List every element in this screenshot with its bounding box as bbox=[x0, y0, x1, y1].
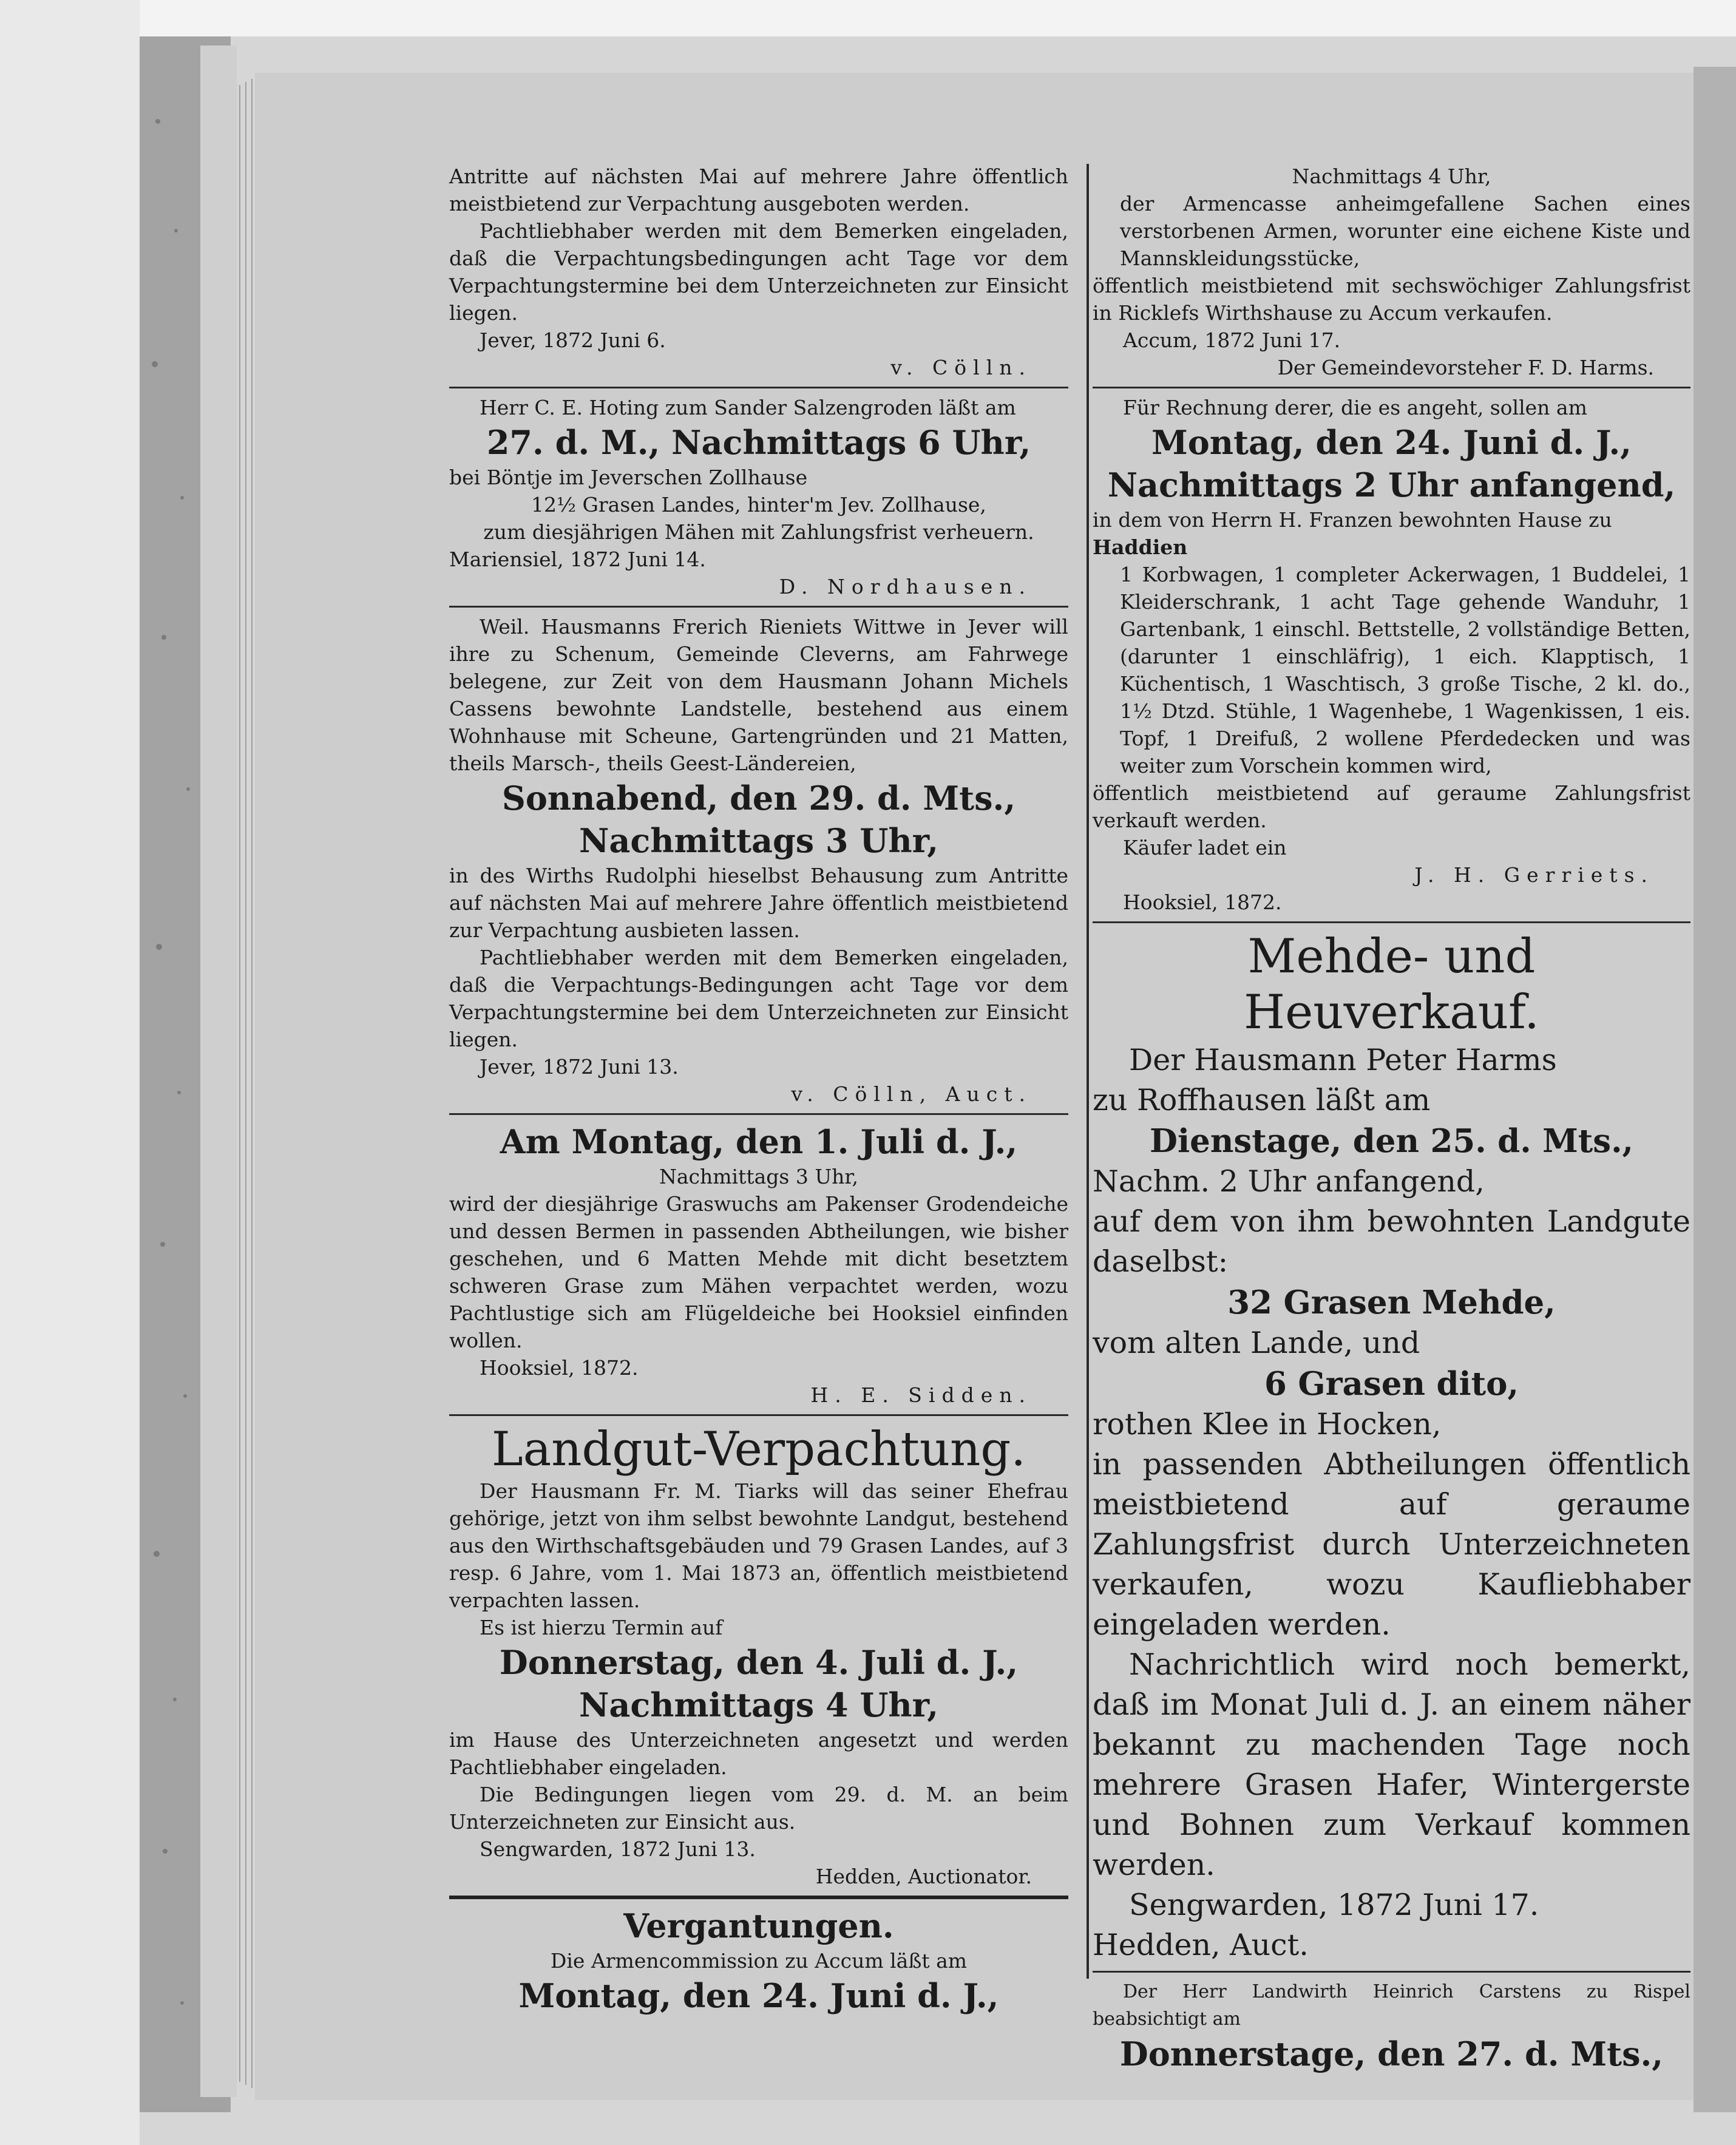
ad-time: Nachm. 2 Uhr anfangend, bbox=[1093, 1164, 1485, 1199]
ad-body: Der Hausmann Peter Harms bbox=[1129, 1043, 1557, 1077]
ad-place-date: Hooksiel, 1872. bbox=[1123, 890, 1282, 914]
ad-time: Nachmittags 3 Uhr, bbox=[659, 1165, 859, 1188]
ad-body: wird der diesjährige Graswuchs am Pakenser Grodendeiche und dessen Bermen in passenden Abtheilungen, wie bisher geschehen, und 6 Matten Mehde mit dicht besetztem schweren Grase zum Mähen verpachtet werden, wozu Pachtlustige sich am Flügeldeiche bei Hooksiel einfinden wollen. bbox=[449, 1192, 1068, 1352]
divider bbox=[1093, 387, 1690, 388]
ad-place-date: Accum, 1872 Juni 17. bbox=[1123, 328, 1341, 352]
ad-date-heading: Montag, den 24. Juni d. J., bbox=[1151, 423, 1632, 462]
ad-left-6 bbox=[449, 1905, 1068, 2017]
ad-body: Antritte auf nächsten Mai auf mehrere Jahre öffentlich meistbietend zur Verpachtung ausgeboten werden. bbox=[449, 164, 1068, 215]
left-column bbox=[449, 163, 1068, 2017]
ad-date-heading: 27. d. M., Nachmittags 6 Uhr, bbox=[486, 423, 1031, 462]
ad-body: öffentlich meistbietend auf geraume Zahlungsfrist verkauft werden. bbox=[1093, 781, 1690, 832]
ad-left-2 bbox=[449, 394, 1068, 600]
ad-signature: v. Cölln, Auct. bbox=[791, 1082, 1032, 1106]
ad-left-4 bbox=[449, 1120, 1068, 1409]
ad-time: Nachmittags 4 Uhr, bbox=[1292, 164, 1491, 188]
ad-date-heading: Am Montag, den 1. Juli d. J., bbox=[500, 1122, 1018, 1161]
ad-body: Es ist hierzu Termin auf bbox=[480, 1616, 723, 1639]
ad-right-2 bbox=[1093, 394, 1690, 916]
divider bbox=[449, 1414, 1068, 1416]
ad-body: zu Roffhausen läßt am bbox=[1093, 1083, 1431, 1117]
ad-body: bei Böntje im Jeverschen Zollhause bbox=[449, 466, 808, 489]
ad-signature: J. H. Gerriets. bbox=[1414, 863, 1654, 887]
ad-body: Käufer ladet ein bbox=[1123, 836, 1287, 859]
divider bbox=[449, 1896, 1068, 1899]
ad-body: Die Bedingungen liegen vom 29. d. M. an beim Unterzeichneten zur Einsicht aus. bbox=[449, 1783, 1068, 1834]
ad-body: in passenden Abtheilungen öffentlich meistbietend auf geraume Zahlungsfrist durch Unterzeichneten verkaufen, wozu Kaufliebhaber eingeladen werden. bbox=[1093, 1447, 1690, 1642]
ad-place-date: Sengwarden, 1872 Juni 13. bbox=[480, 1837, 756, 1861]
ad-body: 12½ Grasen Landes, hinter'm Jev. Zollhause, bbox=[531, 493, 986, 517]
ad-right-3 bbox=[1093, 929, 1690, 1965]
ad-right-1 bbox=[1093, 163, 1690, 381]
ad-signature: Hedden, Auctionator. bbox=[815, 1865, 1032, 1888]
ad-signature: Hedden, Auct. bbox=[1093, 1928, 1309, 1962]
ad-date-heading: Montag, den 24. Juni d. J., bbox=[518, 1976, 999, 2015]
ad-left-5 bbox=[449, 1422, 1068, 1890]
right-column bbox=[1093, 163, 1690, 2075]
ad-intro: Der Herr Landwirth Heinrich Carstens zu Rispel beabsichtigt am bbox=[1093, 1981, 1690, 2030]
ad-intro: Weil. Hausmanns Frerich Rieniets Wittwe in Jever will ihre zu Schenum, Gemeinde Cleverns, am Fahrwege belegene, zur Zeit von dem Hausmann Johann Michels Cassens bewohnte Landstelle, bestehend aus einem Wohnhause mit Scheune, Gartengründen und 21 Matten, theils Marsch-, theils Geest-Ländereien, bbox=[449, 615, 1068, 775]
ad-item-detail: vom alten Lande, und bbox=[1093, 1326, 1420, 1360]
ad-place-date: Mariensiel, 1872 Juni 14. bbox=[449, 547, 706, 571]
ad-date-heading: Donnerstage, den 27. d. Mts., bbox=[1119, 2035, 1664, 2073]
ad-body: Pachtliebhaber werden mit dem Bemerken eingeladen, daß die Verpachtungsbedingungen acht Tage vor dem Verpachtungstermine bei dem Unterzeichneten zur Einsicht liegen. bbox=[449, 219, 1068, 325]
ad-item-detail: rothen Klee in Hocken, bbox=[1093, 1407, 1442, 1442]
ad-body: öffentlich meistbietend mit sechswöchiger Zahlungsfrist in Ricklefs Wirthshause zu Accum verkaufen. bbox=[1093, 274, 1690, 325]
ad-item-list: 1 Korbwagen, 1 completer Ackerwagen, 1 Buddelei, 1 Kleiderschrank, 1 acht Tage gehende Wanduhr, 1 Gartenbank, 1 einschl. Bettstelle, 2 vollständige Betten, (darunter 1 einschläfrig), 1 eich. Klapptisch, 1 Küchentisch, 1 Waschtisch, 3 große Tische, 2 kl. do., 1½ Dtzd. Stühle, 1 Wagenhebe, 1 Wagenkissen, 1 eis. Topf, 1 Dreifuß, 2 wollene Pferdedecken und was weiter zum Vorschein kommen wird, bbox=[1120, 563, 1690, 778]
ad-signature: H. E. Sidden. bbox=[810, 1383, 1032, 1407]
ad-title: Mehde- und Heuverkauf. bbox=[1244, 929, 1539, 1040]
ad-date-heading: Sonnabend, den 29. d. Mts., bbox=[501, 779, 1016, 818]
divider bbox=[449, 387, 1068, 388]
ad-signature: Der Gemeindevorsteher F. D. Harms. bbox=[1277, 356, 1654, 379]
ad-left-1 bbox=[449, 163, 1068, 381]
ad-body: Der Hausmann Fr. M. Tiarks will das seiner Ehefrau gehörige, jetzt von ihm selbst bewohnte Landgut, bestehend aus den Wirthschaftsgebäuden und 79 Grasen Landes, auf 3 resp. 6 Jahre, vom 1. Mai 1873 an, öffentlich meistbietend verpachten lassen. bbox=[449, 1479, 1068, 1612]
ad-body: im Hause des Unterzeichneten angesetzt und werden Pachtliebhaber eingeladen. bbox=[449, 1728, 1068, 1779]
ad-body: der Armencasse anheimgefallene Sachen eines verstorbenen Armen, worunter eine eichene Kiste und Mannskleidungsstücke, bbox=[1120, 192, 1690, 270]
ad-right-4 bbox=[1093, 1978, 1690, 2075]
ad-intro: Die Armencommission zu Accum läßt am bbox=[550, 1949, 968, 1973]
ad-intro: Herr C. E. Hoting zum Sander Salzengroden läßt am bbox=[480, 396, 1016, 419]
ad-body: zum diesjährigen Mähen mit Zahlungsfrist verheuern. bbox=[483, 520, 1034, 544]
divider bbox=[449, 1113, 1068, 1115]
ad-title: Landgut-Verpachtung. bbox=[491, 1422, 1026, 1477]
ad-date-heading: Dienstage, den 25. d. Mts., bbox=[1150, 1122, 1633, 1160]
ad-date-heading: Donnerstag, den 4. Juli d. J., bbox=[499, 1643, 1019, 1682]
ad-place-date: Sengwarden, 1872 Juni 17. bbox=[1129, 1888, 1539, 1922]
ad-body: Nachrichtlich wird noch bemerkt, daß im Monat Juli d. J. an einem näher bekannt zu machenden Tage noch mehrere Grasen Hafer, Wintergerste und Bohnen zum Verkauf kommen werden. bbox=[1093, 1647, 1690, 1882]
ad-time-heading: Nachmittags 3 Uhr, bbox=[578, 821, 939, 860]
divider bbox=[449, 606, 1068, 608]
ad-location: Haddien bbox=[1093, 535, 1188, 559]
ad-body: Pachtliebhaber werden mit dem Bemerken eingeladen, daß die Verpachtungs-Bedingungen acht Tage vor dem Verpachtungstermine bei dem Unterzeichneten zur Einsicht liegen. bbox=[449, 946, 1068, 1051]
ad-place-date: Hooksiel, 1872. bbox=[480, 1356, 639, 1380]
ad-left-3 bbox=[449, 613, 1068, 1108]
ad-body: in dem von Herrn H. Franzen bewohnten Hause zu bbox=[1093, 508, 1612, 532]
divider bbox=[1093, 921, 1690, 923]
divider bbox=[1093, 1971, 1690, 1973]
ad-place-date: Jever, 1872 Juni 6. bbox=[480, 328, 666, 352]
ad-body: in des Wirths Rudolphi hieselbst Behausung zum Antritte auf nächsten Mai auf mehrere Jahre öffentlich meistbietend zur Verpachtung ausbieten lassen. bbox=[449, 864, 1068, 942]
ad-item-heading: 32 Grasen Mehde, bbox=[1227, 1284, 1556, 1321]
ad-signature: v. Cölln. bbox=[890, 356, 1032, 379]
ad-signature: D. Nordhausen. bbox=[779, 575, 1032, 598]
ad-body: auf dem von ihm bewohnten Landgute daselbst: bbox=[1093, 1204, 1690, 1279]
section-title: Vergantungen. bbox=[623, 1906, 894, 1945]
ad-intro: Für Rechnung derer, die es angeht, sollen am bbox=[1123, 396, 1587, 419]
ad-time-heading: Nachmittags 4 Uhr, bbox=[578, 1686, 939, 1724]
ad-item-heading: 6 Grasen dito, bbox=[1264, 1365, 1519, 1403]
ad-time-heading: Nachmittags 2 Uhr anfangend, bbox=[1107, 466, 1676, 504]
ad-place-date: Jever, 1872 Juni 13. bbox=[480, 1055, 679, 1079]
